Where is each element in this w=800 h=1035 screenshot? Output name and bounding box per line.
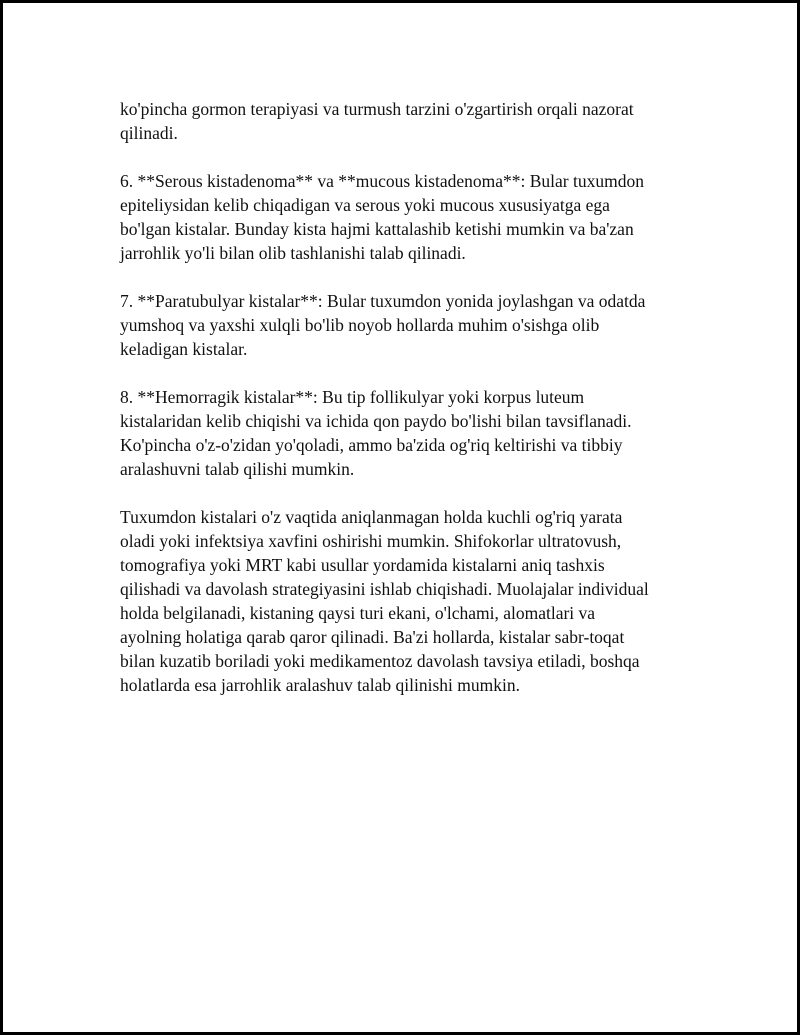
text-line: 8. **Hemorragik kistalar**: Bu tip follikulyar yoki korpus luteum [120, 387, 585, 407]
text-line: jarrohlik yo'li bilan olib tashlanishi talab qilinadi. [120, 243, 466, 263]
text-line: kistalaridan kelib chiqishi va ichida qon paydo bo'lishi bilan tavsiflanadi. [120, 411, 632, 431]
text-line: holda belgilanadi, kistaning qaysi turi ekani, o'lchami, alomatlari va [120, 603, 596, 623]
text-line: keladigan kistalar. [120, 339, 248, 359]
text-line: 7. **Paratubulyar kistalar**: Bular tuxumdon yonida joylashgan va odatda [120, 291, 646, 311]
text-line: holatlarda esa jarrohlik aralashuv talab qilinishi mumkin. [120, 675, 520, 695]
document-body [120, 97, 685, 721]
text-line: qilishadi va davolash strategiyasini ishlab chiqishadi. Muolajalar individual [120, 579, 649, 599]
text-line: yumshoq va yaxshi xulqli bo'lib noyob hollarda muhim o'sishga olib [120, 315, 600, 335]
text-line: Ko'pincha o'z-o'zidan yo'qoladi, ammo ba'zida og'riq keltirishi va tibbiy [120, 435, 623, 455]
paragraph-conclusion [120, 505, 685, 697]
text-line: ayolning holatiga qarab qaror qilinadi. Ba'zi hollarda, kistalar sabr-toqat [120, 627, 625, 647]
text-line: aralashuvni talab qilishi mumkin. [120, 459, 355, 479]
text-line: oladi yoki infektsiya xavfini oshirishi mumkin. Shifokorlar ultratovush, [120, 531, 622, 551]
text-line: Tuxumdon kistalari o'z vaqtida aniqlanmagan holda kuchli og'riq yarata [120, 507, 623, 527]
text-line: qilinadi. [120, 123, 178, 143]
text-line: epiteliysidan kelib chiqadigan va serous yoki mucous xususiyatga ega [120, 195, 610, 215]
text-line: bilan kuzatib boriladi yoki medikamentoz davolash tavsiya etiladi, boshqa [120, 651, 640, 671]
text-line: ko'pincha gormon terapiyasi va turmush tarzini o'zgartirish orqali nazorat [120, 99, 634, 119]
paragraph-continuation [120, 97, 685, 145]
text-line: 6. **Serous kistadenoma** va **mucous kistadenoma**: Bular tuxumdon [120, 171, 644, 191]
text-line: tomografiya yoki MRT kabi usullar yordamida kistalarni aniq tashxis [120, 555, 605, 575]
paragraph-item-6 [120, 169, 685, 265]
paragraph-item-7 [120, 289, 685, 361]
text-line: bo'lgan kistalar. Bunday kista hajmi kattalashib ketishi mumkin va ba'zan [120, 219, 634, 239]
paragraph-item-8 [120, 385, 685, 481]
